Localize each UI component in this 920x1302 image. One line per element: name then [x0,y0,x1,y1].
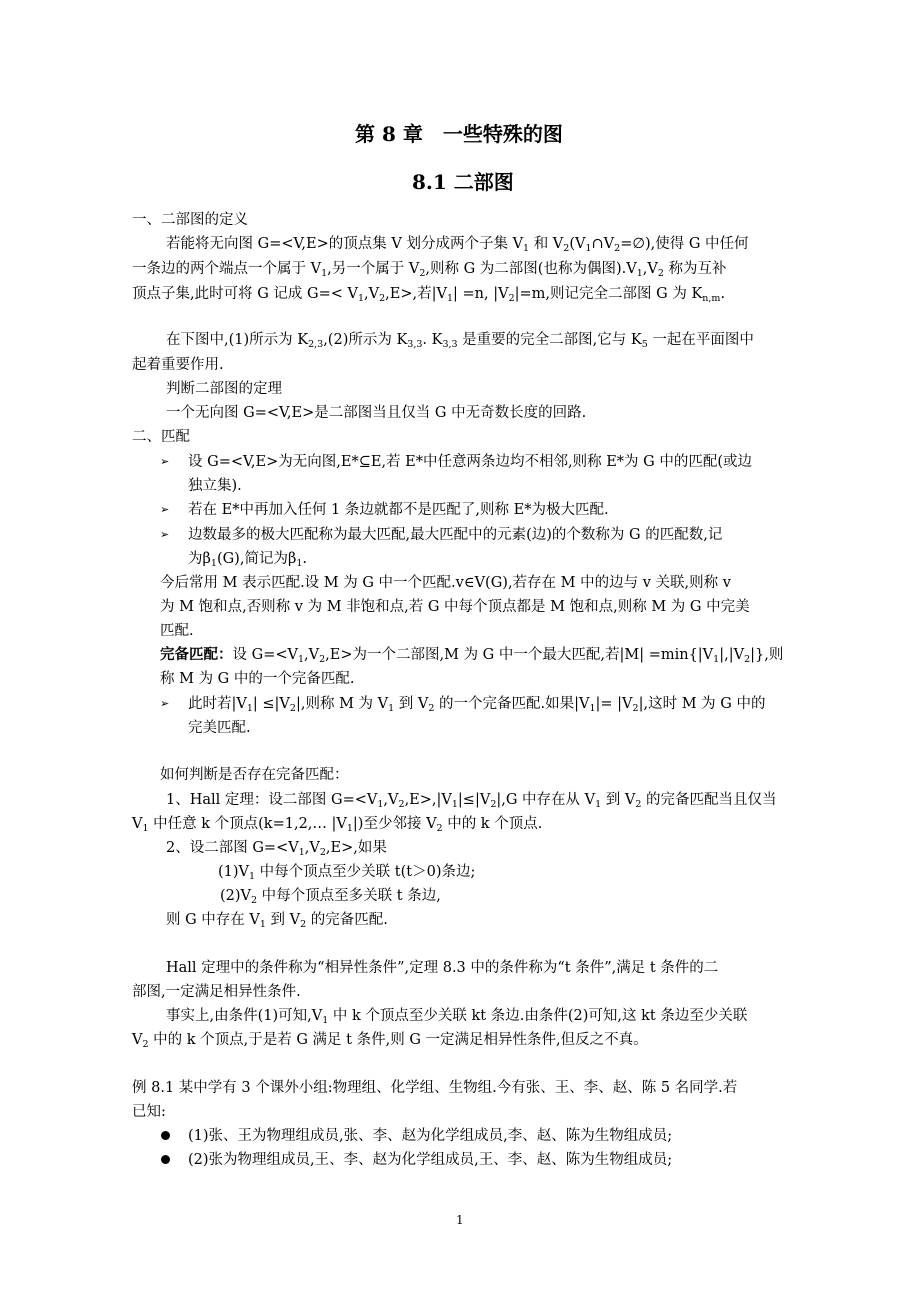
heading-bipartite-definition: 一、二部图的定义 [132,212,248,228]
remark-line-2: 部图,一定满足相异性条件. [132,984,301,1000]
bullet-dot-icon [161,1155,170,1164]
saturated-point-line-3: 匹配. [160,623,194,639]
arrow-bullet-icon: ➢ [160,503,170,516]
t-condition-1: $(1)V_1$ 中每个顶点至少关联 t(t＞0)条边; [218,864,476,882]
t-condition-intro: 2、设二部图 $G=<V_1,V_2,E>$,如果 [166,840,387,858]
t-condition-2: $(2)V_2$ 中每个顶点至多关联 t 条边, [220,888,441,906]
saturated-point-line-2: 为 M 饱和点,否则称 v 为 M 非饱和点,若 G 中每个顶点都是 M 饱和点,则称 M 为 G 中完美 [160,599,750,615]
matching-definition-line-1: 设 G=<V,E>为无向图,E*⊆E,若 E*中任意两条边均不相邻,则称 E*为 G 中的匹配(或边 [188,454,753,470]
hall-theorem-line-2: $V_1$ 中任意 k 个顶点(k=1,2,… $|V_1|$)至少邻接 $V_2$ 中的 k 个顶点. [132,816,543,834]
maximum-matching-line-1: 边数最多的极大匹配称为最大匹配,最大匹配中的元素(边)的个数称为 G 的匹配数,记 [188,527,723,543]
bullet-dot-icon [161,1131,170,1140]
complete-matching-label: 完备匹配： [160,646,233,663]
page-number: 1 [456,1213,464,1227]
theorem-heading: 判断二部图的定理 [166,381,282,397]
definition-line-2: 一条边的两个端点一个属于 $V_1$,另一个属于 $V_2$,则称 G 为二部图(也称为偶图)$.V_1,V_2$ 称为互补 [132,261,727,279]
example-line-2: 已知: [132,1104,166,1120]
matching-definition-line-2: 独立集). [188,478,242,494]
theorem-text: 一个无向图 G=<V,E>是二部图当且仅当 G 中无奇数长度的回路. [166,405,587,421]
remark-line-1: Hall 定理中的条件称为“相异性条件”,定理 8.3 中的条件称为“t 条件”,满足 t 条件的二 [166,960,719,976]
fact-line-1: 事实上,由条件(1)可知$,V_1$ 中 k 个顶点至少关联 kt 条边.由条件(2)可知,这 kt 条边至少关联 [166,1008,748,1026]
definition-line-3: 顶点子集,此时可将 G 记成 $G=< V_1,V_2,E>$,若$|V_1| =n$, $|V_2|=m$,则记完全二部图 G 为 $K_{n,m}$. [132,286,726,304]
example-item-2: (2)张为物理组成员,王、李、赵为化学组成员,王、李、赵、陈为生物组成员; [188,1152,673,1168]
complete-matching-bullet-line-2: 完美匹配. [188,720,251,736]
arrow-bullet-icon: ➢ [160,528,170,541]
figure-note-line-2: 起着重要作用. [132,357,224,373]
page-title-chapter: 第 8 章 一些特殊的图 [355,122,563,146]
maximum-matching-line-2: 为$\beta_1(G)$,简记为$\beta_1$. [188,551,307,569]
arrow-bullet-icon: ➢ [160,697,170,710]
definition-line-1: 若能将无向图 G=<V,E>的顶点集 V 划分成两个子集 $V_1$ 和 $V_2(V_1\cap V_2=\emptyset)$,使得 G 中任何 [166,236,749,254]
figure-note-line-1: 在下图中,(1)所示为 $K_{2,3},(2)$所示为 $K_{3,3}$. $K_{3,3}$ 是重要的完全二部图,它与 $K_5$ 一起在平面图中 [166,332,754,350]
complete-matching-line-1: 完备匹配：设 $G=<V_1,V_2,E>$为一个二部图,M 为 G 中一个最大匹配,若$|M| =\min\{|V_1|,|V_2|\}$,则 [160,646,784,665]
maximal-matching-definition: 若在 E*中再加入任何 1 条边就都不是匹配了,则称 E*为极大匹配. [188,502,609,518]
judge-heading: 如何判断是否存在完备匹配： [160,767,349,783]
hall-theorem-line-1: 1、Hall 定理：设二部图 $G=<V_1,V_2,E>,|V_1|\le|V_2|,G$ 中存在从 $V_1$ 到 $V_2$ 的完备匹配当且仅当 [166,792,777,810]
example-line-1: 例 8.1 某中学有 3 个课外小组:物理组、化学组、生物组.今有张、王、李、赵、陈 5 名同学.若 [132,1080,738,1096]
fact-line-2: $V_2$ 中的 k 个顶点,于是若 G 满足 t 条件,则 G 一定满足相异性条件,但反之不真。 [132,1032,648,1050]
complete-matching-bullet-line-1: 此时若$|V_1| \le|V_2|$,则称 M 为 $V_1$ 到 $V_2$ 的一个完备匹配.如果$|V_1|= |V_2|$,这时 M 为 G 中的 [188,696,766,714]
arrow-bullet-icon: ➢ [160,455,170,468]
saturated-point-line-1: 今后常用 M 表示匹配.设 M 为 G 中一个匹配.v∈V(G),若存在 M 中的边与 v 关联,则称 v [160,575,731,591]
complete-matching-line-2: 称 M 为 G 中的一个完备匹配. [160,671,355,687]
page-title-section: 8.1 二部图 [412,170,514,194]
heading-matching: 二、匹配 [132,429,190,445]
example-item-1: (1)张、王为物理组成员,张、李、赵为化学组成员,李、赵、陈为生物组成员; [188,1128,673,1144]
t-condition-conclusion: 则 G 中存在 $V_1$ 到 $V_2$ 的完备匹配. [166,912,388,930]
